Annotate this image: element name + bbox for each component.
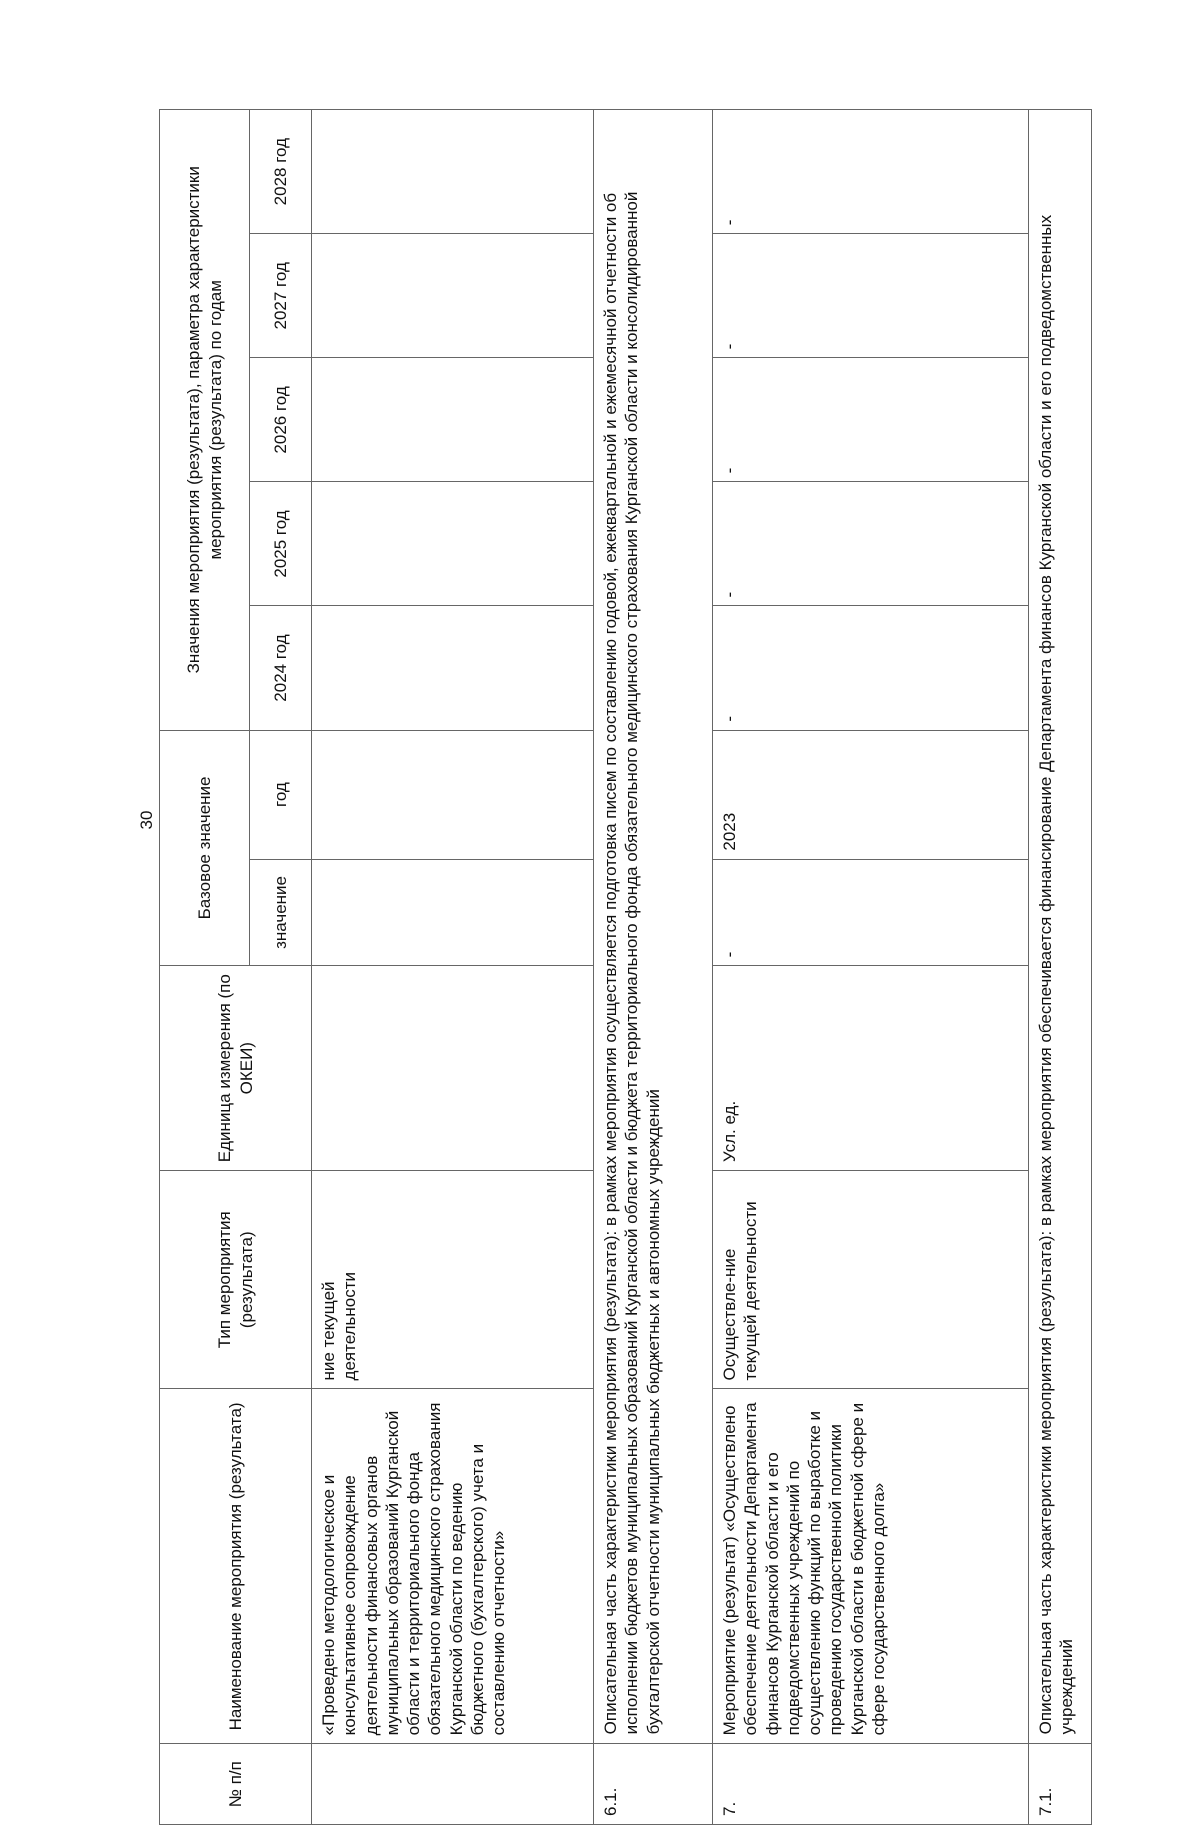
- header-num: № п/п: [160, 1744, 312, 1825]
- cell-num: 6.1.: [594, 1744, 713, 1825]
- cell-name: Мероприятие (результат) «Осуществлено обеспечение деятельности Департамента финансов Курганской области и его подведомственных учреждений по осуществлению функций по выработке и проведению государственной политики Курганской области в бюджетной сфере и сфере государственного долга»: [713, 1389, 1029, 1744]
- page-number: 30: [137, 810, 156, 830]
- cell-2028: [312, 110, 594, 234]
- cell-2027: -: [713, 234, 1029, 358]
- cell-base-year: 2023: [713, 730, 1029, 859]
- table-row: [312, 110, 594, 1825]
- header-2026: 2026 год: [250, 358, 312, 482]
- cell-unit: Усл. ед.: [713, 966, 1029, 1171]
- cell-type: ние текущей деятельности: [312, 1171, 594, 1389]
- header-2024: 2024 год: [250, 606, 312, 730]
- table-row: [713, 110, 1029, 1825]
- cell-2026: [312, 358, 594, 482]
- header-2027: 2027 год: [250, 234, 312, 358]
- table-row: [594, 110, 713, 1825]
- cell-num: [312, 1744, 594, 1825]
- cell-2024: [312, 606, 594, 730]
- header-type: Тип мероприятия (результата): [160, 1171, 312, 1389]
- header-2025: 2025 год: [250, 482, 312, 606]
- cell-2028: -: [713, 110, 1029, 234]
- header-unit: Единица измерения (по ОКЕИ): [160, 966, 312, 1171]
- cell-2025: [312, 482, 594, 606]
- table-row: [1028, 110, 1091, 1825]
- events-table: [159, 109, 1092, 1825]
- header-base-value: значение: [250, 859, 312, 966]
- cell-2026: -: [713, 358, 1029, 482]
- cell-2027: [312, 234, 594, 358]
- description-6-1: Описательная часть характеристики мероприятия (результата): в рамках мероприятия осуществляется подготовка писем по составлению годовой, ежеквартальной и ежемесячной отчетности об исполнении бюджетов муниципальных образований Курганской области и бюджета территориального фонда обязательного медицинского страхования Курганской области и консолидированной бухгалтерской отчетности муниципальных бюджетных и автономных учреждений: [594, 110, 713, 1744]
- cell-unit: [312, 966, 594, 1171]
- header-base-year: год: [250, 730, 312, 859]
- header-2028: 2028 год: [250, 110, 312, 234]
- cell-num: 7.: [713, 1744, 1029, 1825]
- cell-2024: -: [713, 606, 1029, 730]
- cell-name: «Проведено методологическое и консультативное сопровождение деятельности финансовых органов муниципальных образований Курганской области и территориального фонда обязательного медицинского страхования Курганской области по ведению бюджетного (бухгалтерского) учета и составлению отчетности»: [312, 1389, 594, 1744]
- header-values: Значения мероприятия (результата), параметра характеристики мероприятия (результата) по годам: [160, 110, 250, 731]
- cell-2025: -: [713, 482, 1029, 606]
- header-base: Базовое значение: [160, 730, 250, 966]
- cell-num: 7.1.: [1028, 1744, 1091, 1825]
- description-7-1: Описательная часть характеристики мероприятия (результата): в рамках мероприятия обеспечивается финансирование Департамента финансов Курганской области и его подведомственных учреждений: [1028, 110, 1091, 1744]
- header-name: Наименование мероприятия (результата): [160, 1389, 312, 1744]
- cell-base-year: [312, 730, 594, 859]
- cell-type: Осуществле-ние текущей деятельности: [713, 1171, 1029, 1389]
- cell-base-value: -: [713, 859, 1029, 966]
- cell-base-value: [312, 859, 594, 966]
- rotated-table-container: [159, 109, 1092, 1825]
